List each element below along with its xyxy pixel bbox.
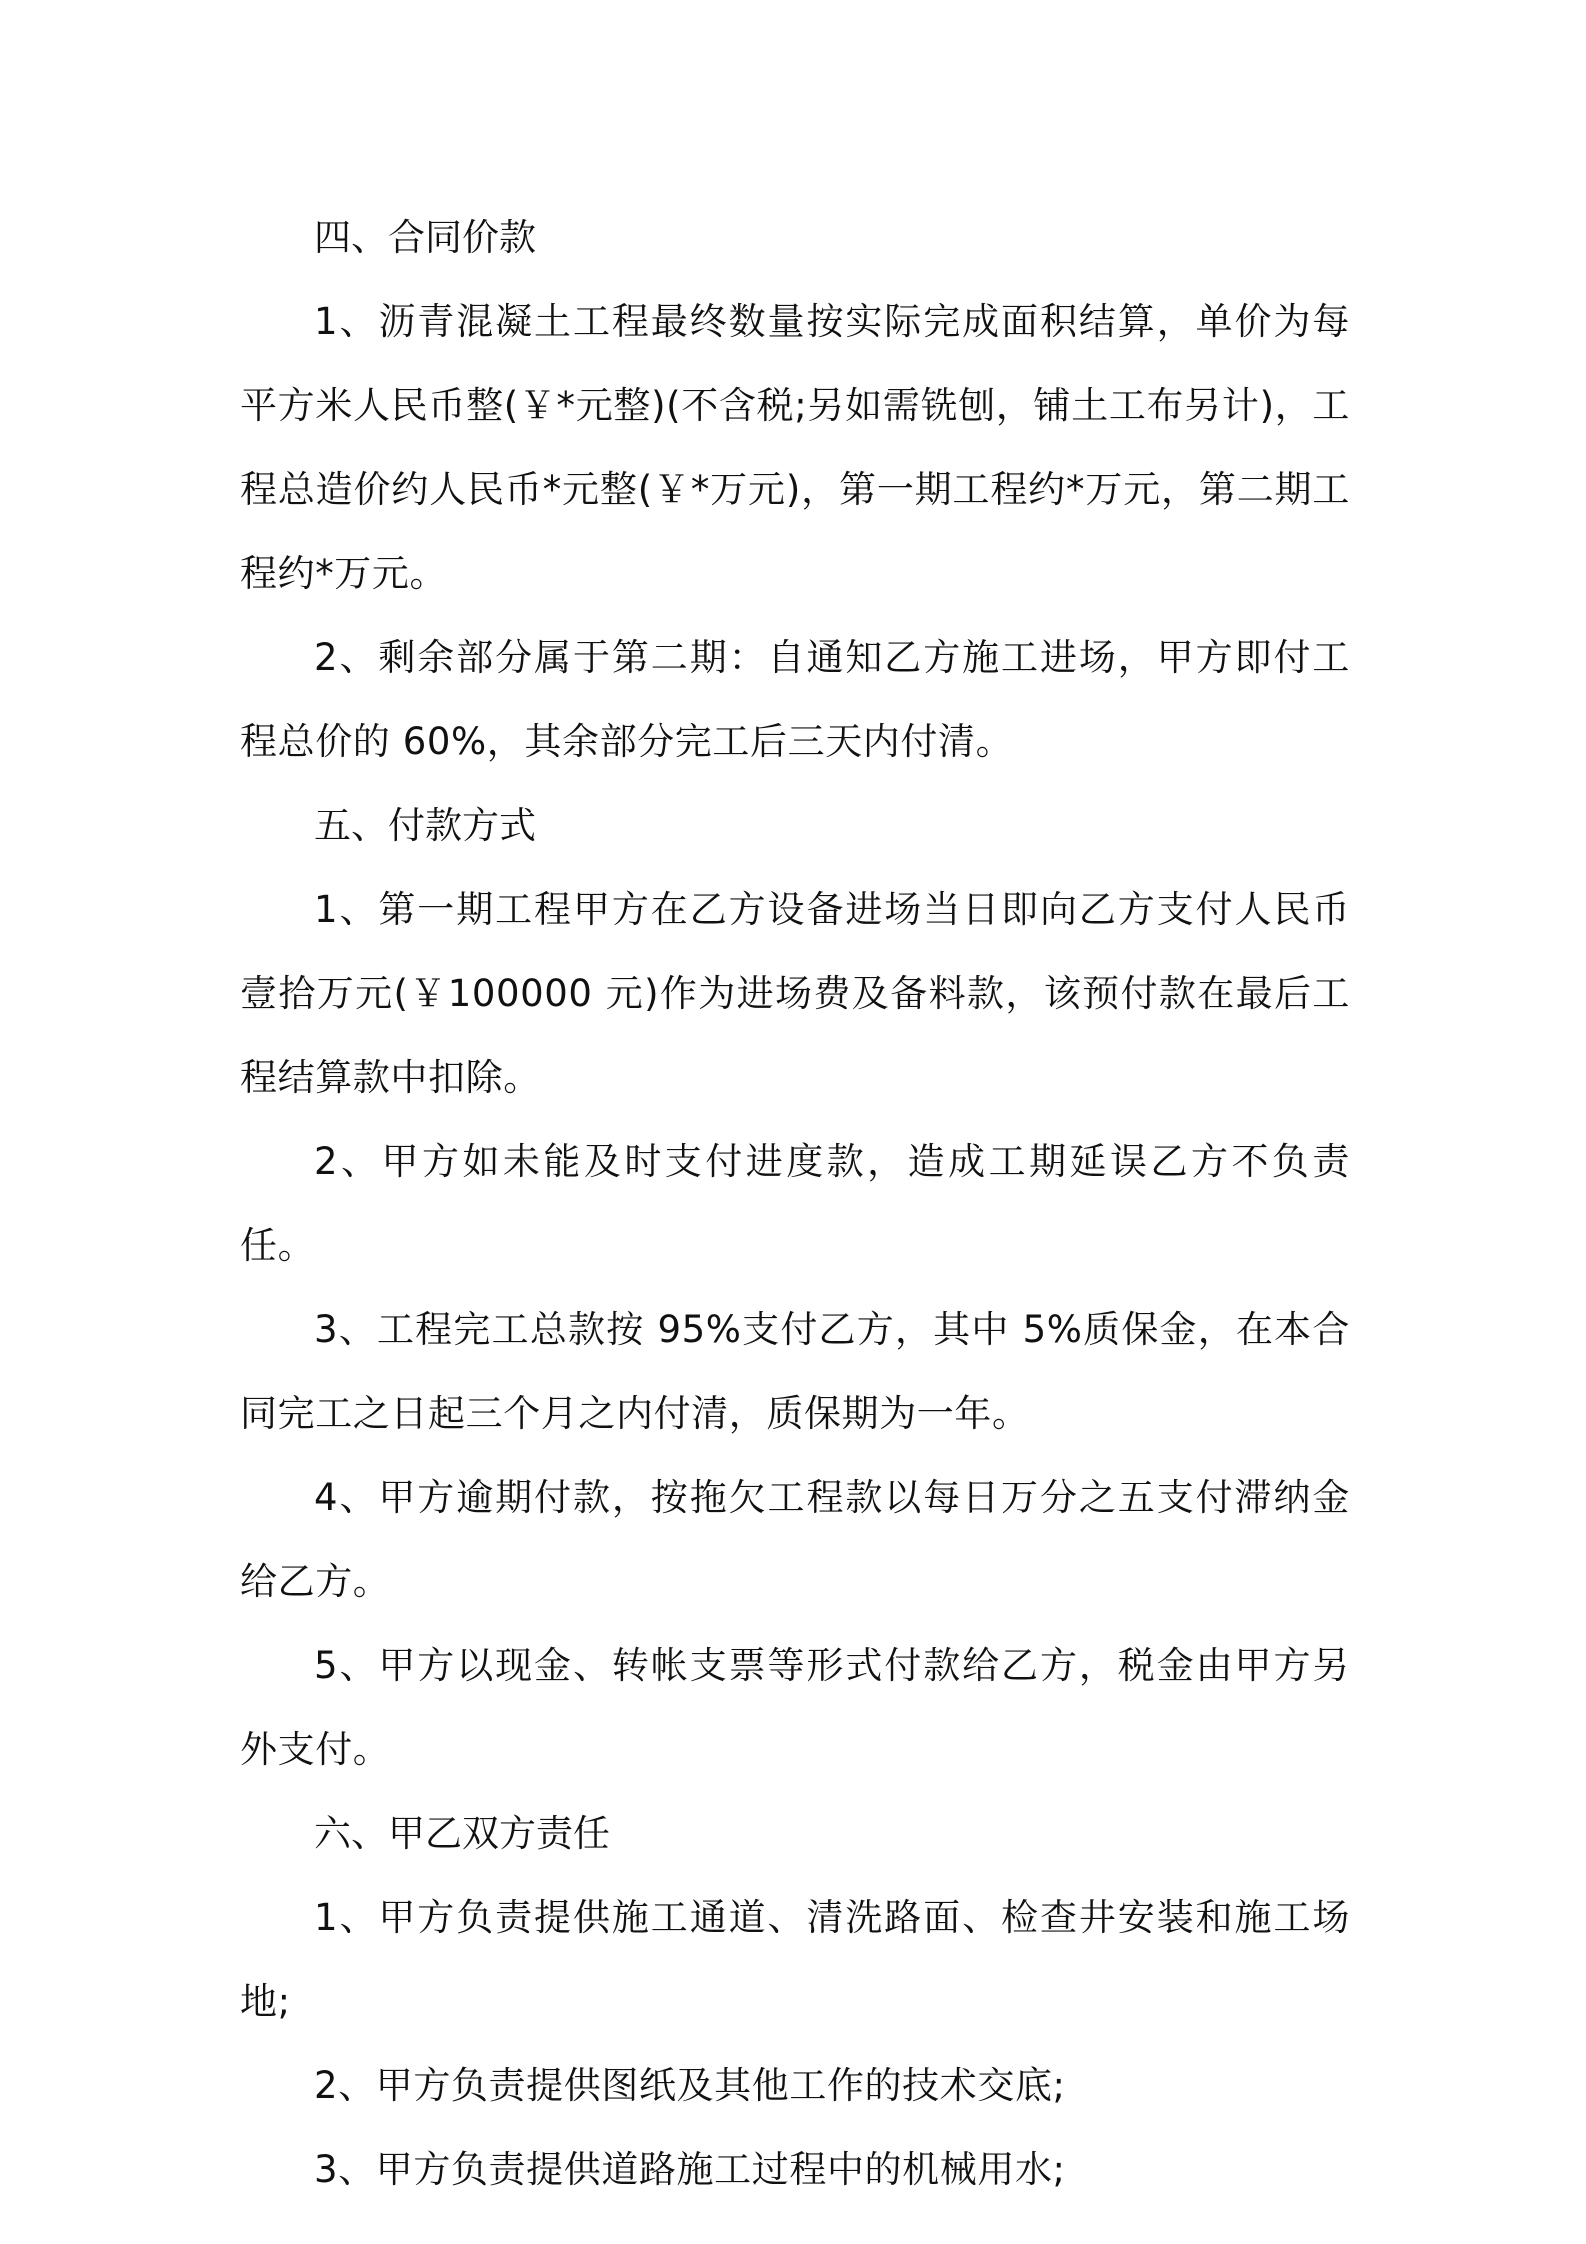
- clause-responsibility-2: 2、甲方负责提供图纸及其他工作的技术交底;: [314, 2064, 1066, 2107]
- clause-payment-1: 1、第一期工程甲方在乙方设备进场当日即向乙方支付人民币壹拾万元(￥100000 元)作为进场费及备料款，该预付款在最后工程结算款中扣除。: [240, 888, 1350, 1099]
- clause-responsibility-1: 1、甲方负责提供施工通道、清洗路面、检查井安装和施工场地;: [240, 1896, 1350, 2023]
- clause-payment-3: 3、工程完工总款按 95%支付乙方，其中 5%质保金，在本合同完工之日起三个月之内付清，质保期为一年。: [240, 1308, 1350, 1435]
- clause-payment-4: 4、甲方逾期付款，按拖欠工程款以每日万分之五支付滞纳金给乙方。: [240, 1476, 1350, 1603]
- clause-payment-2: 2、甲方如未能及时支付进度款，造成工期延误乙方不负责任。: [240, 1140, 1350, 1267]
- clause-price-2: 2、剩余部分属于第二期：自通知乙方施工进场，甲方即付工程总价的 60%，其余部分完工后三天内付清。: [240, 636, 1350, 763]
- section-heading-payment-method: 五、付款方式: [314, 804, 536, 847]
- document-body: [240, 196, 1350, 2212]
- clause-payment-5: 5、甲方以现金、转帐支票等形式付款给乙方，税金由甲方另外支付。: [240, 1644, 1350, 1771]
- clause-price-1: 1、沥青混凝土工程最终数量按实际完成面积结算，单价为每平方米人民币整(￥*元整)(不含税;另如需铣刨，铺土工布另计)，工程总造价约人民币*元整(￥*万元)，第一期工程约*万元，第二期工程约*万元。: [240, 300, 1350, 595]
- section-heading-contract-price: 四、合同价款: [314, 216, 536, 259]
- clause-responsibility-3: 3、甲方负责提供道路施工过程中的机械用水;: [314, 2148, 1066, 2191]
- section-heading-responsibilities: 六、甲乙双方责任: [314, 1812, 610, 1855]
